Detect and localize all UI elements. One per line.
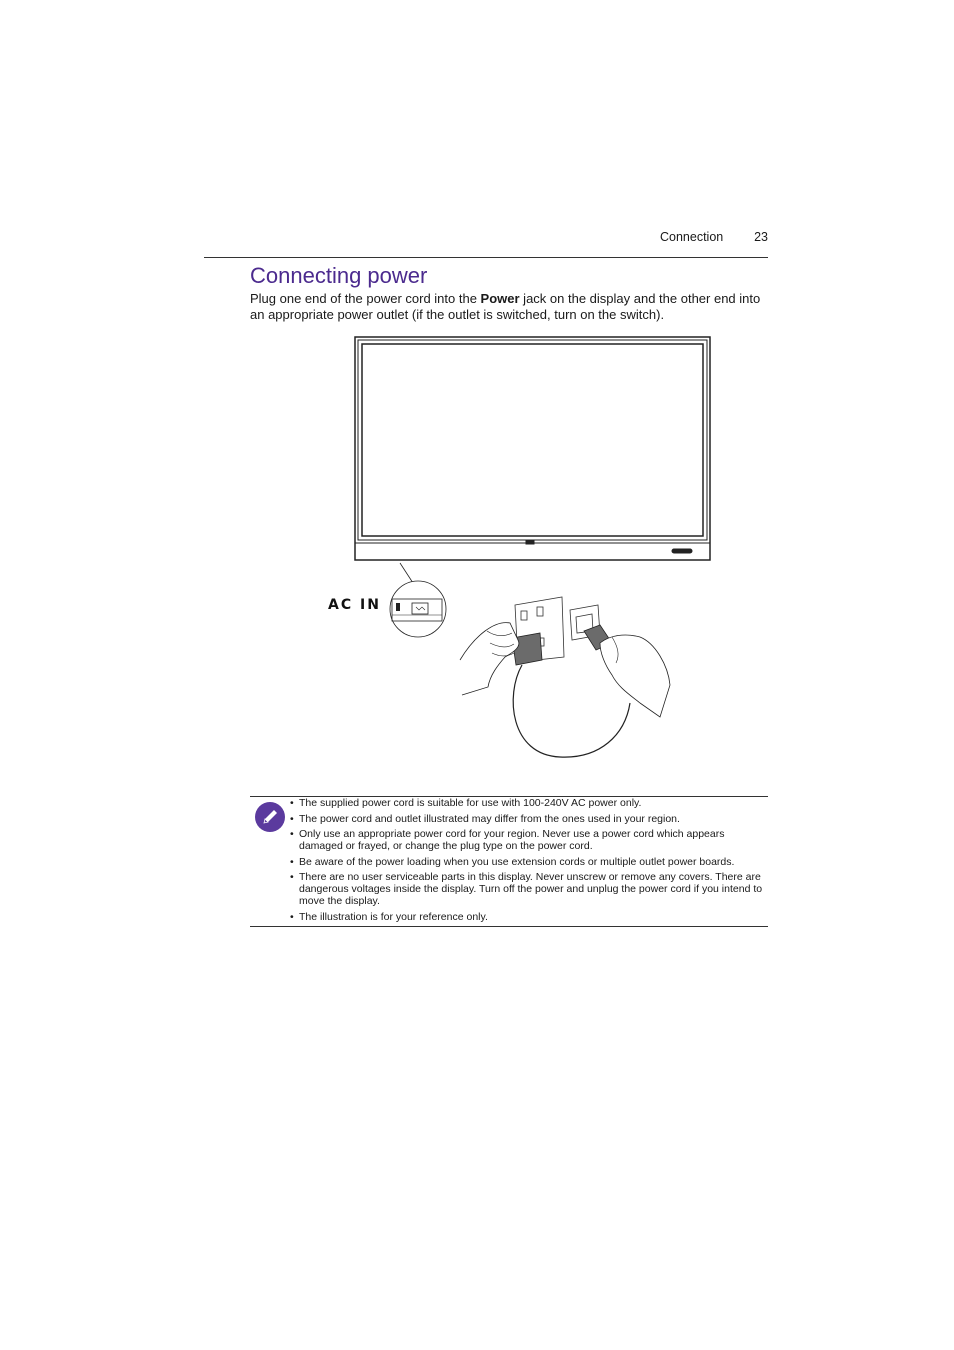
- note-item: • There are no user serviceable parts in this display. Never unscrew or remove any covers. There are dangerous voltages inside the display. Turn off the power and unplug the power cord if you intend to move the display.: [288, 871, 766, 907]
- callout-line: [400, 563, 413, 583]
- note-item: • Be aware of the power loading when you use extension cords or multiple outlet power boards.: [288, 856, 766, 868]
- note-item: • Only use an appropriate power cord for your region. Never use a power cord which appears damaged or frayed, or change the plug type on the power cord.: [288, 828, 766, 852]
- power-cord: [513, 665, 630, 757]
- section-name: Connection: [660, 230, 724, 244]
- note-item: • The power cord and outlet illustrated may differ from the ones used in your region.: [288, 813, 766, 825]
- page-number: 23: [754, 230, 768, 244]
- note-item: • The supplied power cord is suitable for use with 100-240V AC power only.: [288, 797, 766, 809]
- note-item: • The illustration is for your reference only.: [288, 911, 766, 923]
- intro-paragraph: [250, 291, 765, 323]
- power-connection-illustration: [300, 335, 720, 765]
- header-rule: [204, 257, 768, 258]
- ac-in-inset: [390, 581, 446, 637]
- running-header: [620, 230, 768, 248]
- display-drawing: [355, 337, 710, 560]
- left-hand-plug: [460, 623, 542, 695]
- note-list: [288, 797, 766, 926]
- note-box: [250, 796, 768, 927]
- right-hand-connector: [584, 625, 670, 717]
- intro-text-end: jack on the display and the other end into an appropriate power outlet (if the outlet is switched, turn on the switch).: [250, 291, 761, 322]
- page-title: Connecting power: [250, 263, 428, 288]
- pencil-icon: [254, 801, 286, 833]
- intro-text-start: Plug one end of the power cord into the: [250, 291, 481, 306]
- ac-in-label: AC IN: [328, 597, 381, 613]
- intro-bold-power: Power: [480, 291, 520, 306]
